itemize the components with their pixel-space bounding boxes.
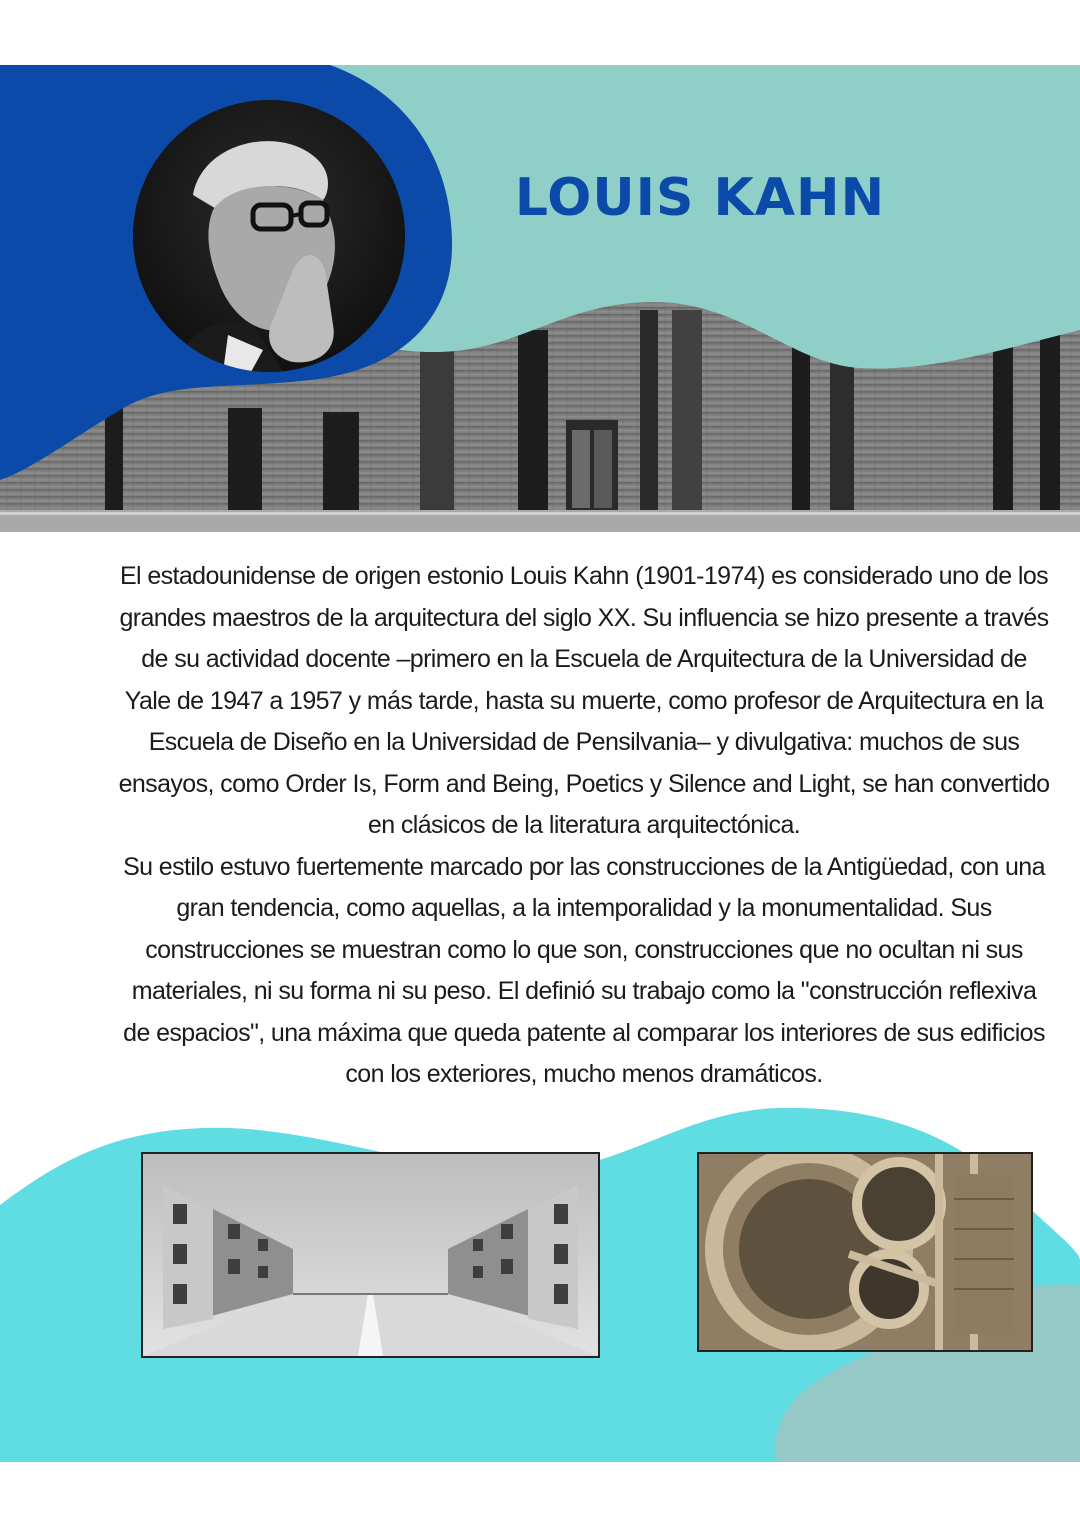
bio-paragraph-2: Su estilo estuvo fuertemente marcado por las construcciones de la Antigüedad, con una gran tendencia, como aquellas, a la intemporalidad y la monumentalidad. Sus construcciones se muestran como lo que son, construcciones que no ocultan ni sus materiales, ni su forma ni su peso. El definió su trabajo como la "construcción reflexiva de espacios", una máxima que queda patente al comparar los interiores de sus edificios con los exteriores, mucho menos dramáticos. — [123, 852, 1045, 1088]
bio-paragraph-1: El estadounidense de origen estonio Louis Kahn (1901-1974) es considerado uno de los grandes maestros de la arquitectura del siglo XX. Su influencia se hizo presente a través de su actividad docente –primero en la Escuela de Arquitectura de la Universidad de Yale de 1947 a 1957 y más tarde, hasta su muerte, como profesor de Arquitectura en la Escuela de Diseño en la Universidad de Pensilvania– y divulgativa: muchos de sus ensayos, como Order Is, Form and Being, Poetics y Silence and Light, se han convertido en clásicos de la literatura arquitectónica. — [118, 562, 1050, 839]
biography — [118, 556, 1050, 1096]
portrait-photo-icon — [133, 100, 405, 372]
circular-openings-photo-icon — [697, 1152, 1033, 1352]
salk-institute-photo-icon — [141, 1152, 600, 1358]
page-title: LOUIS KAHN — [514, 168, 886, 228]
